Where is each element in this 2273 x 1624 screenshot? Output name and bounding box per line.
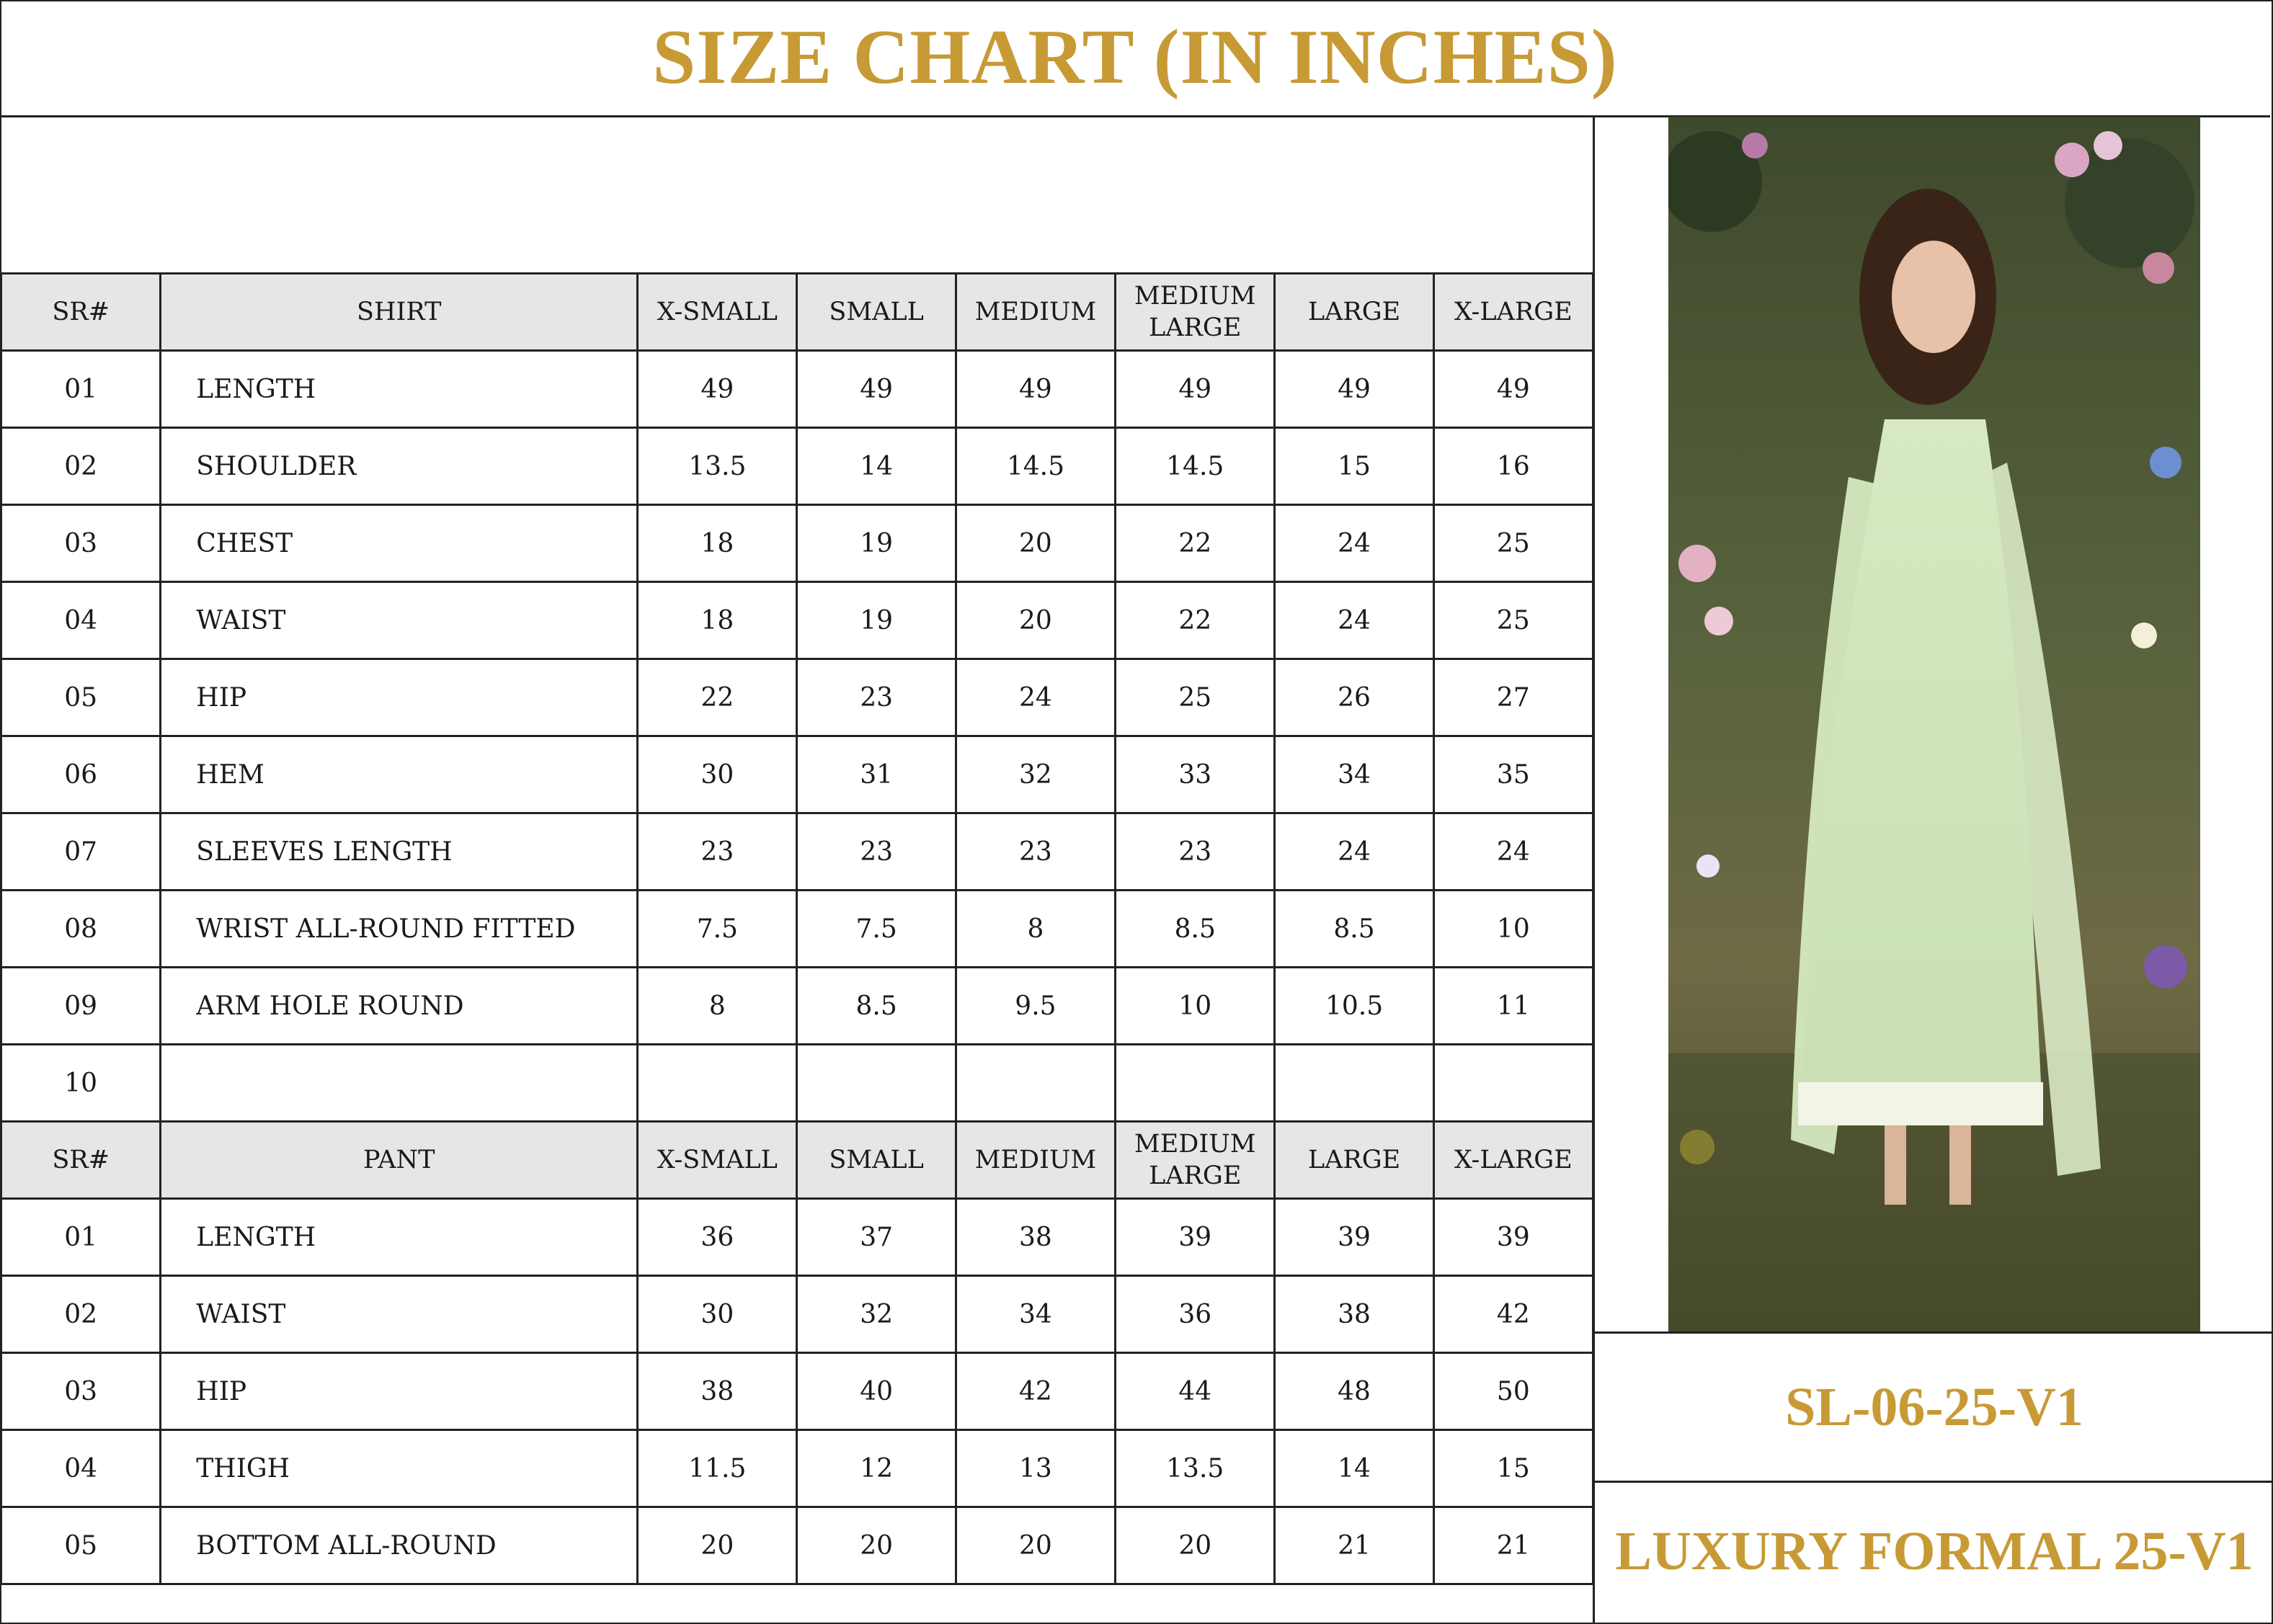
measurement-name: SHOULDER [161, 428, 638, 505]
measurement-value: 20 [638, 1507, 797, 1584]
table-row [1, 1045, 1593, 1122]
shirt-header-row [1, 274, 1593, 351]
measurement-value: 32 [956, 736, 1115, 813]
measurement-value: 23 [956, 813, 1115, 891]
measurement-value: 20 [797, 1507, 956, 1584]
measurement-value: 50 [1433, 1353, 1593, 1430]
collection-name: LUXURY FORMAL 25-V1 [1615, 1521, 2254, 1581]
row-number: 09 [1, 968, 161, 1045]
measurement-value: 26 [1275, 659, 1433, 736]
measurement-value: 12 [797, 1430, 956, 1507]
measurement-value: 22 [1116, 505, 1275, 582]
table-row [1, 891, 1593, 968]
row-number: 01 [1, 1199, 161, 1276]
measurement-value: 42 [956, 1353, 1115, 1430]
measurement-value: 21 [1275, 1507, 1433, 1584]
measurement-value: 24 [1275, 582, 1433, 659]
measurement-value: 10.5 [1275, 968, 1433, 1045]
measurement-value: 24 [956, 659, 1115, 736]
measurement-value: 21 [1433, 1507, 1593, 1584]
measurement-name: HEM [161, 736, 638, 813]
size-column-header: MEDIUM [956, 274, 1115, 351]
table-row [1, 1353, 1593, 1430]
measurement-value [797, 1045, 956, 1122]
measurement-value: 14.5 [1116, 428, 1275, 505]
measurement-value: 8 [956, 891, 1115, 968]
measurement-value: 33 [1116, 736, 1275, 813]
measurement-value: 16 [1433, 428, 1593, 505]
table-row [1, 968, 1593, 1045]
size-column-header: X-SMALL [638, 274, 797, 351]
table-row [1, 1430, 1593, 1507]
measurement-value: 31 [797, 736, 956, 813]
sr-column-header: SR# [1, 274, 161, 351]
page-title: SIZE CHART (IN INCHES) [0, 0, 2270, 117]
measurement-name: LENGTH [161, 351, 638, 428]
measurement-value: 19 [797, 505, 956, 582]
measurement-value: 39 [1433, 1199, 1593, 1276]
measurement-value: 20 [956, 1507, 1115, 1584]
measurement-value: 8 [638, 968, 797, 1045]
product-panel [1593, 117, 2273, 1623]
measurement-name: BOTTOM ALL-ROUND [161, 1507, 638, 1584]
measurement-value: 36 [638, 1199, 797, 1276]
measurement-value: 25 [1433, 505, 1593, 582]
row-number: 06 [1, 736, 161, 813]
measurement-name: SLEEVES LENGTH [161, 813, 638, 891]
measurement-value: 38 [956, 1199, 1115, 1276]
row-number: 03 [1, 1353, 161, 1430]
measurement-value: 27 [1433, 659, 1593, 736]
measurement-name: WAIST [161, 582, 638, 659]
measurement-value: 49 [638, 351, 797, 428]
measurement-value [956, 1045, 1115, 1122]
measurement-value: 25 [1116, 659, 1275, 736]
blank-header-area [0, 117, 1593, 275]
measurement-name [161, 1045, 638, 1122]
measurement-name: CHEST [161, 505, 638, 582]
measurement-value: 44 [1116, 1353, 1275, 1430]
measurement-value: 14.5 [956, 428, 1115, 505]
measurement-value: 15 [1433, 1430, 1593, 1507]
measurement-value: 20 [956, 505, 1115, 582]
measurement-value: 10 [1433, 891, 1593, 968]
measurement-value: 38 [638, 1353, 797, 1430]
measurement-value: 23 [638, 813, 797, 891]
pant-column-header: PANT [161, 1122, 638, 1199]
measurement-value [1275, 1045, 1433, 1122]
measurement-value: 23 [797, 813, 956, 891]
size-column-header: X-LARGE [1433, 1122, 1593, 1199]
row-number: 02 [1, 428, 161, 505]
measurement-name: HIP [161, 1353, 638, 1430]
measurement-value: 25 [1433, 582, 1593, 659]
measurement-name: HIP [161, 659, 638, 736]
table-row [1, 736, 1593, 813]
size-column-header: MEDIUM LARGE [1116, 274, 1275, 351]
measurement-value: 18 [638, 582, 797, 659]
measurement-value: 23 [1116, 813, 1275, 891]
measurement-value: 38 [1275, 1276, 1433, 1353]
measurement-value [638, 1045, 797, 1122]
measurement-value: 13.5 [638, 428, 797, 505]
size-column-header: SMALL [797, 274, 956, 351]
measurement-value: 11.5 [638, 1430, 797, 1507]
measurement-value [1433, 1045, 1593, 1122]
measurement-value: 14 [797, 428, 956, 505]
measurement-value: 9.5 [956, 968, 1115, 1045]
measurement-value: 48 [1275, 1353, 1433, 1430]
measurement-value: 36 [1116, 1276, 1275, 1353]
measurement-value: 40 [797, 1353, 956, 1430]
measurement-value: 23 [797, 659, 956, 736]
measurement-value: 7.5 [797, 891, 956, 968]
measurement-value: 10 [1116, 968, 1275, 1045]
size-column-header: LARGE [1275, 1122, 1433, 1199]
measurement-value: 14 [1275, 1430, 1433, 1507]
size-column-header: X-SMALL [638, 1122, 797, 1199]
measurement-value: 35 [1433, 736, 1593, 813]
row-number: 01 [1, 351, 161, 428]
row-number: 02 [1, 1276, 161, 1353]
measurement-name: WRIST ALL-ROUND FITTED [161, 891, 638, 968]
measurement-value: 32 [797, 1276, 956, 1353]
measurement-value: 8.5 [1116, 891, 1275, 968]
table-row [1, 1199, 1593, 1276]
measurement-value: 42 [1433, 1276, 1593, 1353]
table-row [1, 505, 1593, 582]
table-row [1, 659, 1593, 736]
shirt-column-header: SHIRT [161, 274, 638, 351]
size-column-header: LARGE [1275, 274, 1433, 351]
measurement-value: 22 [638, 659, 797, 736]
measurement-value: 37 [797, 1199, 956, 1276]
measurement-value: 24 [1275, 813, 1433, 891]
size-column-header: SMALL [797, 1122, 956, 1199]
measurement-value: 49 [1275, 351, 1433, 428]
measurement-value: 22 [1116, 582, 1275, 659]
measurement-value: 20 [956, 582, 1115, 659]
measurement-value: 39 [1275, 1199, 1433, 1276]
measurement-value: 49 [1433, 351, 1593, 428]
measurement-value: 19 [797, 582, 956, 659]
measurement-name: WAIST [161, 1276, 638, 1353]
measurement-value: 18 [638, 505, 797, 582]
measurement-value: 20 [1116, 1507, 1275, 1584]
measurement-value: 11 [1433, 968, 1593, 1045]
table-row [1, 1276, 1593, 1353]
size-column-header: MEDIUM LARGE [1116, 1122, 1275, 1199]
row-number: 07 [1, 813, 161, 891]
measurement-value: 7.5 [638, 891, 797, 968]
measurement-value: 49 [956, 351, 1115, 428]
measurement-value: 30 [638, 736, 797, 813]
size-column-header: MEDIUM [956, 1122, 1115, 1199]
measurement-value: 8.5 [797, 968, 956, 1045]
measurement-value: 13.5 [1116, 1430, 1275, 1507]
row-number: 04 [1, 582, 161, 659]
table-row [1, 1507, 1593, 1584]
table-row [1, 428, 1593, 505]
measurement-value: 13 [956, 1430, 1115, 1507]
measurement-name: THIGH [161, 1430, 638, 1507]
measurement-value: 34 [1275, 736, 1433, 813]
row-number: 10 [1, 1045, 161, 1122]
measurement-value: 8.5 [1275, 891, 1433, 968]
model-photo [1668, 117, 2200, 1331]
row-number: 03 [1, 505, 161, 582]
measurement-value: 49 [1116, 351, 1275, 428]
measurement-value: 49 [797, 351, 956, 428]
measurement-value: 39 [1116, 1199, 1275, 1276]
row-number: 05 [1, 659, 161, 736]
row-number: 04 [1, 1430, 161, 1507]
row-number: 05 [1, 1507, 161, 1584]
sr-column-header: SR# [1, 1122, 161, 1199]
measurement-name: LENGTH [161, 1199, 638, 1276]
row-number: 08 [1, 891, 161, 968]
measurement-value: 34 [956, 1276, 1115, 1353]
table-row [1, 582, 1593, 659]
measurement-value: 15 [1275, 428, 1433, 505]
product-code: SL-06-25-V1 [1595, 1331, 2273, 1483]
measurement-value [1116, 1045, 1275, 1122]
measurement-value: 30 [638, 1276, 797, 1353]
measurement-name: ARM HOLE ROUND [161, 968, 638, 1045]
table-row [1, 351, 1593, 428]
measurement-value: 24 [1275, 505, 1433, 582]
pant-header-row [1, 1122, 1593, 1199]
measurement-value: 24 [1433, 813, 1593, 891]
size-chart-table [0, 272, 1594, 1585]
size-column-header: X-LARGE [1433, 274, 1593, 351]
table-row [1, 813, 1593, 891]
